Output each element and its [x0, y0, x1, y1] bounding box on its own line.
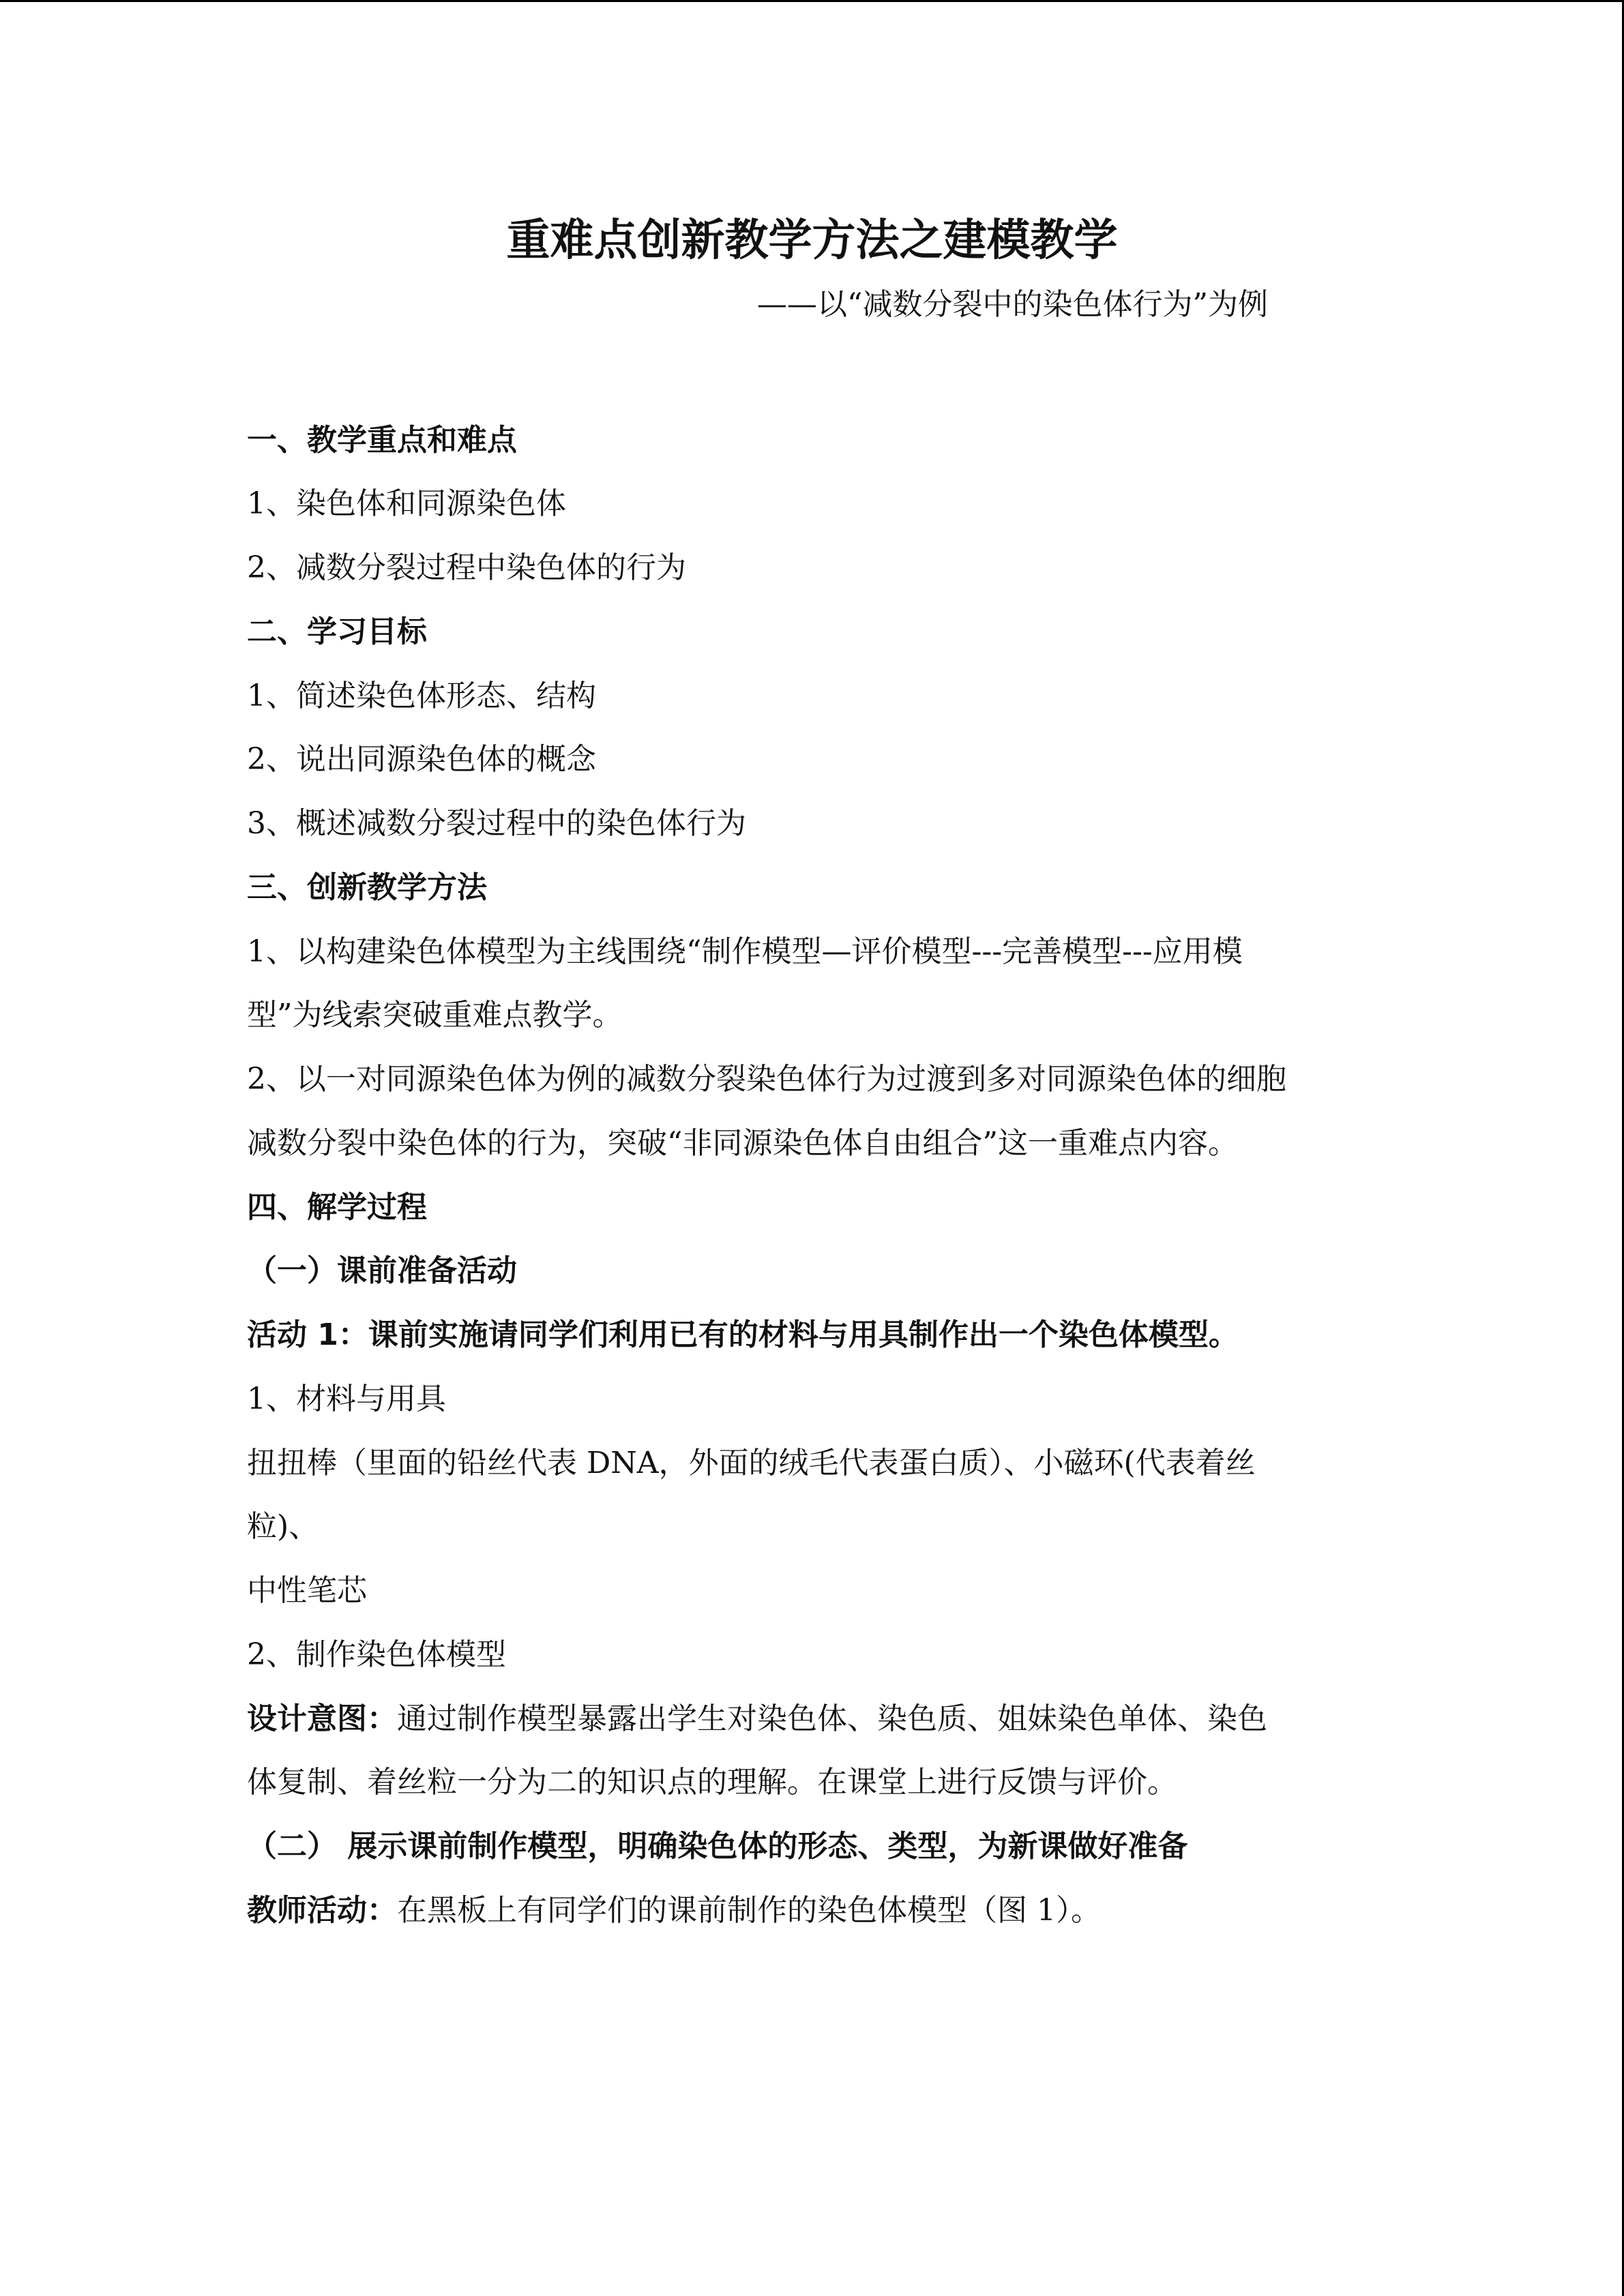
paragraph-line: 2、以一对同源染色体为例的减数分裂染色体行为过渡到多对同源染色体的细胞 — [247, 1062, 1286, 1097]
activity-line: 活动 1：课前实施请同学们利用已有的材料与用具制作出一个染色体模型。 — [247, 1317, 1239, 1352]
design-intent-text: 通过制作模型暴露出学生对染色体、染色质、姐妹染色单体、染色 — [397, 1701, 1267, 1736]
section-heading-2: 二、学习目标 — [247, 614, 427, 649]
subsection-heading-1: （一）课前准备活动 — [247, 1253, 517, 1288]
list-item: 3、概述减数分裂过程中的染色体行为 — [247, 806, 746, 841]
paragraph-line: 体复制、着丝粒一分为二的知识点的理解。在课堂上进行反馈与评价。 — [247, 1765, 1177, 1800]
list-item: 1、染色体和同源染色体 — [247, 486, 566, 521]
page-subtitle: ——以“减数分裂中的染色体行为”为例 — [757, 287, 1268, 322]
subsection-heading-2: （二） 展示课前制作模型，明确染色体的形态、类型，为新课做好准备 — [247, 1829, 1188, 1864]
section-heading-1: 一、教学重点和难点 — [247, 423, 517, 458]
teacher-activity-line — [247, 1889, 1101, 1933]
list-item: 2、制作染色体模型 — [247, 1637, 506, 1672]
list-item: 2、减数分裂过程中染色体的行为 — [247, 550, 686, 585]
paragraph-line: 粒)、 — [247, 1509, 319, 1544]
design-intent-line — [247, 1697, 1267, 1741]
paragraph-line: 扭扭棒（里面的铅丝代表 DNA，外面的绒毛代表蛋白质）、小磁环(代表着丝 — [247, 1446, 1256, 1480]
section-heading-4: 四、解学过程 — [247, 1190, 427, 1225]
design-intent-label: 设计意图： — [247, 1701, 397, 1736]
teacher-activity-label: 教师活动： — [247, 1893, 397, 1928]
list-item: 2、说出同源染色体的概念 — [247, 742, 596, 777]
list-item: 1、材料与用具 — [247, 1382, 446, 1416]
section-heading-3: 三、创新教学方法 — [247, 870, 487, 905]
paragraph-line: 减数分裂中染色体的行为，突破“非同源染色体自由组合”这一重难点内容。 — [247, 1126, 1238, 1161]
paragraph-line: 型”为线索突破重难点教学。 — [247, 998, 623, 1032]
page-title: 重难点创新教学方法之建模教学 — [506, 215, 1118, 266]
list-item: 1、简述染色体形态、结构 — [247, 679, 596, 713]
paragraph-line: 中性笔芯 — [247, 1573, 367, 1608]
teacher-activity-text: 在黑板上有同学们的课前制作的染色体模型（图 1）。 — [397, 1893, 1101, 1928]
paragraph-line: 1、以构建染色体模型为主线围绕“制作模型—评价模型---完善模型---应用模 — [247, 934, 1243, 969]
